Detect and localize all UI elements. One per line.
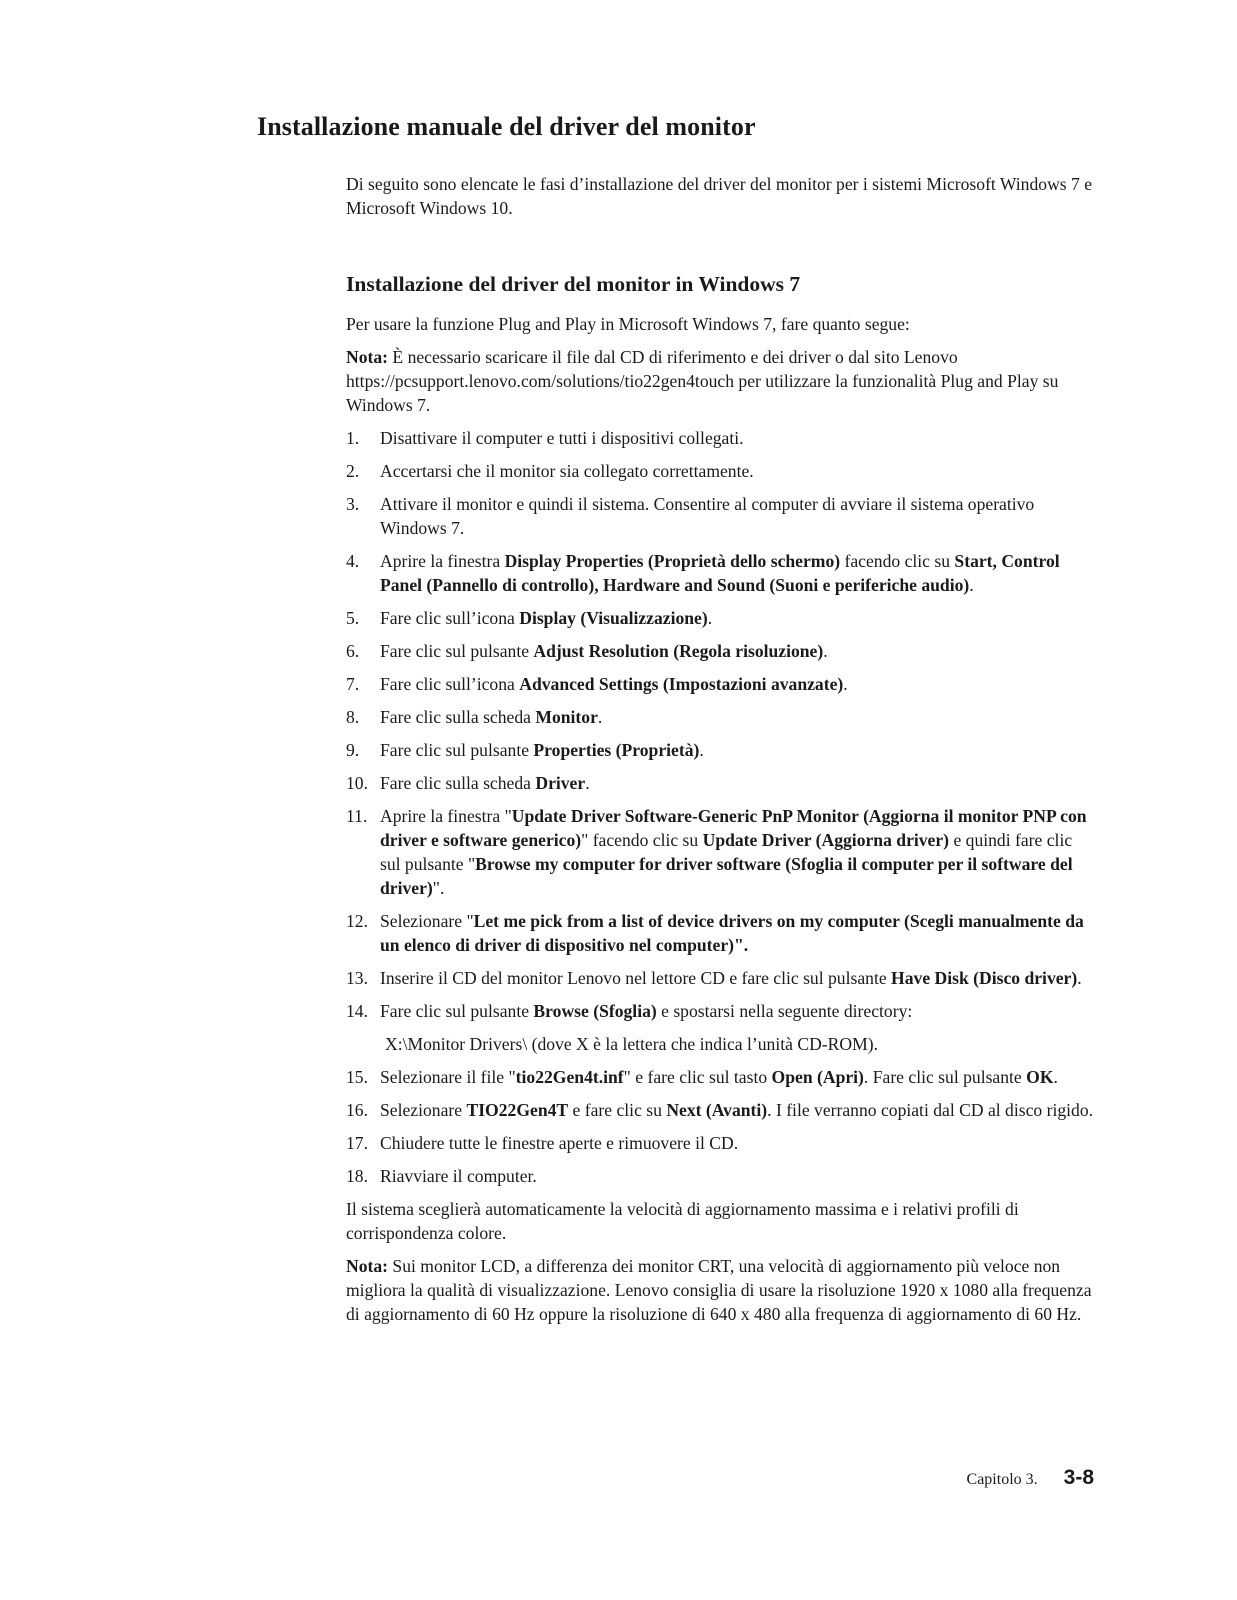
- note-label: Nota:: [346, 1256, 389, 1276]
- step-text: Fare clic sull’icona: [380, 674, 520, 694]
- step-text: Aprire la finestra: [380, 551, 505, 571]
- step-bold-text: Display Properties (Proprietà dello schermo): [504, 551, 841, 571]
- list-item: [346, 606, 1096, 630]
- list-item: [346, 738, 1096, 762]
- step-text: .: [823, 641, 828, 661]
- step-number: 4.: [346, 551, 360, 571]
- step-number: 8.: [346, 707, 360, 727]
- step-text: .: [699, 740, 704, 760]
- step-bold-text: Next (Avanti): [666, 1100, 768, 1120]
- note-text: È necessario scaricare il file dal CD di riferimento e dei driver o dal sito Lenovo https://pcsupport.lenovo.com/solutions/tio22gen4touch per utilizzare la funzionalità Plug and Play su Windows 7.: [346, 347, 1059, 415]
- steps-list-continued: [346, 1065, 1096, 1188]
- step-number: 9.: [346, 740, 360, 760]
- step-number: 6.: [346, 641, 360, 661]
- step-text: Selezionare ": [380, 911, 474, 931]
- step-text: .: [597, 707, 603, 727]
- step-number: 2.: [346, 461, 360, 481]
- step-text: .: [1053, 1067, 1058, 1087]
- step-text: . I file verranno copiati dal CD al disco rigido.: [767, 1100, 1094, 1120]
- step-text: .: [585, 773, 590, 793]
- step-bold-text: Properties (Proprietà): [533, 740, 700, 760]
- step-text: .: [707, 608, 713, 628]
- step-text: Selezionare il file ": [380, 1067, 516, 1087]
- step-bold-text: Adjust Resolution (Regola risoluzione): [533, 641, 824, 661]
- list-item: [346, 705, 1096, 729]
- step-text: Attivare il monitor e quindi il sistema. Consentire al computer di avviare il sistema operativo Windows 7.: [380, 494, 1035, 538]
- list-item: [346, 672, 1096, 696]
- step-text: Disattivare il computer e tutti i dispositivi collegati.: [380, 428, 744, 448]
- step-bold-text: Browse (Sfoglia): [533, 1001, 657, 1021]
- step-text: Fare clic sull’icona: [380, 608, 520, 628]
- step-number: 11.: [346, 806, 368, 826]
- step-bold-text: Update Driver (Aggiorna driver): [702, 830, 950, 850]
- step-bold-text: Advanced Settings (Impostazioni avanzate): [519, 674, 844, 694]
- page-title: Installazione manuale del driver del monitor: [257, 112, 756, 141]
- step-text: Accertarsi che il monitor sia collegato correttamente.: [380, 461, 754, 481]
- list-item: [346, 771, 1096, 795]
- chapter-label: Capitolo 3.: [966, 1471, 1038, 1488]
- step-number: 15.: [346, 1067, 368, 1087]
- step-text: e quindi fare clic sul pulsante ": [380, 830, 1073, 874]
- page-footer: [967, 1466, 1094, 1490]
- step-number: 1.: [346, 428, 360, 448]
- directory-path: X:\Monitor Drivers\ (dove X è la lettera che indica l’unità CD-ROM).: [385, 1034, 878, 1054]
- step-number: 7.: [346, 674, 360, 694]
- section-title: Installazione del driver del monitor in Windows 7: [346, 272, 801, 296]
- step-bold-text: Update Driver Software-Generic PnP Monitor (Aggiorna il monitor PNP con driver e software generico): [380, 806, 1087, 850]
- step-text: ".: [432, 878, 445, 898]
- list-item: [346, 1098, 1096, 1122]
- list-item: [346, 492, 1096, 540]
- step-text: Inserire il CD del monitor Lenovo nel lettore CD e fare clic sul pulsante: [380, 968, 892, 988]
- step-number: 14.: [346, 1001, 368, 1021]
- note-label: Nota:: [346, 347, 389, 367]
- step-bold-text: Start, Control Panel (Pannello di controllo), Hardware and Sound (Suoni e periferiche audio): [380, 551, 1060, 595]
- note-paragraph-2: [346, 1254, 1096, 1326]
- step-number: 17.: [346, 1133, 368, 1153]
- list-item: [346, 966, 1096, 990]
- list-item: [346, 1131, 1096, 1155]
- list-item: [346, 459, 1096, 483]
- intro-paragraph: Di seguito sono elencate le fasi d’installazione del driver del monitor per i sistemi Microsoft Windows 7 e Microsoft Windows 10.: [346, 174, 1093, 218]
- step-bold-text: Browse my computer for driver software (Sfoglia il computer per il software del driver): [380, 854, 1073, 898]
- step-text: e fare clic su: [568, 1100, 667, 1120]
- step-text: e spostarsi nella seguente directory:: [656, 1001, 913, 1021]
- note-paragraph-1: [346, 345, 1096, 417]
- step-bold-text: Let me pick from a list of device drivers on my computer (Scegli manualmente da un elenco di driver di dispositivo nel computer)".: [380, 911, 1084, 955]
- step-text: " facendo clic su: [581, 830, 703, 850]
- list-item: [346, 1164, 1096, 1188]
- step-number: 5.: [346, 608, 360, 628]
- list-item: [346, 1065, 1096, 1089]
- step-number: 13.: [346, 968, 368, 988]
- step-number: 18.: [346, 1166, 368, 1186]
- list-item: [346, 999, 1096, 1023]
- step-number: 16.: [346, 1100, 368, 1120]
- step-bold-text: Have Disk (Disco driver): [891, 968, 1078, 988]
- list-item: [346, 639, 1096, 663]
- step-text: .: [843, 674, 848, 694]
- step-bold-text: tio22Gen4t.inf: [515, 1067, 624, 1087]
- step-text: Aprire la finestra ": [380, 806, 512, 826]
- step-text: Fare clic sul pulsante: [380, 1001, 534, 1021]
- content-body: [346, 172, 1096, 1335]
- step-text: Chiudere tutte le finestre aperte e rimuovere il CD.: [380, 1133, 739, 1153]
- step-text: Selezionare: [380, 1100, 467, 1120]
- step-text: . Fare clic sul pulsante: [863, 1067, 1027, 1087]
- step-text: Fare clic sulla scheda: [380, 707, 536, 727]
- list-item: [346, 426, 1096, 450]
- list-item: [346, 549, 1096, 597]
- list-item: [346, 909, 1096, 957]
- steps-list: [346, 426, 1096, 1023]
- step-text: Fare clic sul pulsante: [380, 740, 534, 760]
- list-item: [346, 804, 1096, 900]
- step-number: 3.: [346, 494, 360, 514]
- step-bold-text: Display (Visualizzazione): [519, 608, 708, 628]
- step-text: .: [1077, 968, 1082, 988]
- step-text: Fare clic sulla scheda: [380, 773, 536, 793]
- step-number: 12.: [346, 911, 368, 931]
- closing-paragraph: Il sistema sceglierà automaticamente la velocità di aggiornamento massima e i relativi profili di corrispondenza colore.: [346, 1199, 1019, 1243]
- step-bold-text: TIO22Gen4T: [466, 1100, 569, 1120]
- step-text: facendo clic su: [840, 551, 955, 571]
- step-number: 10.: [346, 773, 368, 793]
- step-text: Fare clic sul pulsante: [380, 641, 534, 661]
- step-text: " e fare clic sul tasto: [623, 1067, 772, 1087]
- step-text: Riavviare il computer.: [380, 1166, 537, 1186]
- page-number: 3-8: [1063, 1466, 1094, 1489]
- note-text: Sui monitor LCD, a differenza dei monitor CRT, una velocità di aggiornamento più veloce non migliora la qualità di visualizzazione. Lenovo consiglia di usare la risoluzione 1920 x 1080 alla frequenza di aggiornamento di 60 Hz oppure la risoluzione di 640 x 480 alla frequenza di aggiornamento di 60 Hz.: [346, 1256, 1092, 1324]
- section-intro: Per usare la funzione Plug and Play in Microsoft Windows 7, fare quanto segue:: [346, 314, 910, 334]
- step-text: .: [969, 575, 974, 595]
- step-bold-text: Monitor: [535, 707, 598, 727]
- step-bold-text: Driver: [535, 773, 586, 793]
- step-bold-text: Open (Apri): [771, 1067, 864, 1087]
- step-bold-text: OK: [1026, 1067, 1054, 1087]
